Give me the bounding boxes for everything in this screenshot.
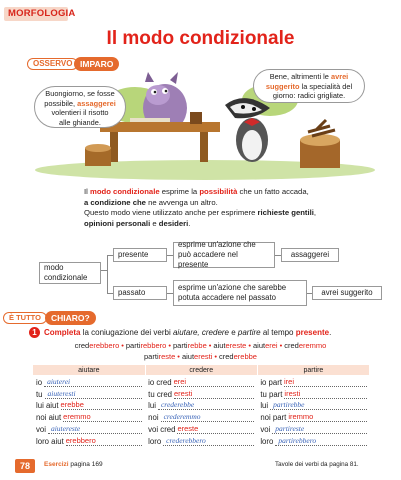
bubble-text: Bene, altrimenti le [269, 72, 331, 81]
word-separator: • [214, 352, 218, 361]
word-bank-line-2 [0, 352, 401, 361]
verb-ending: erebbero [65, 435, 96, 445]
answer-blank[interactable]: aiutereste [48, 424, 142, 434]
exercises-reference: Esercizi pagina 169 [44, 461, 103, 468]
table-cell [145, 387, 257, 399]
pronoun-stem: io cred [148, 377, 172, 387]
answer-blank[interactable] [284, 377, 367, 387]
answer-blank[interactable]: aiuterei [44, 377, 142, 387]
word-stem: cred [219, 352, 234, 361]
pronoun-stem: tu cred [148, 389, 172, 399]
word-ending: rebbe [187, 341, 207, 350]
highlighted-verb: assaggerei [77, 98, 116, 108]
word-separator: • [248, 341, 251, 350]
pronoun-stem: voi [260, 424, 271, 434]
exercise-number: 1 [29, 327, 40, 338]
pronoun-stem: voi [36, 424, 46, 434]
pronoun-stem: lui [148, 401, 156, 411]
word-stem: parti [125, 341, 141, 350]
answer-blank[interactable]: aiuteresti [45, 389, 143, 399]
conjugation-table [33, 365, 370, 446]
highlighted-verb: suggerito [265, 81, 300, 91]
table-row [33, 434, 370, 446]
exercise-instruction: Completa la coniugazione dei verbi aiutare, credere e partire al tempo presente. [44, 328, 332, 337]
pronoun-stem: io part [260, 377, 282, 387]
word-ending: ereste [225, 341, 247, 350]
answer-blank[interactable] [177, 424, 254, 434]
pronoun-stem: noi [148, 413, 159, 423]
table-cell [257, 410, 369, 422]
verb-ending: eremmo [63, 412, 91, 422]
table-cell [257, 375, 369, 387]
section-tag-label: MORFOLOGIA [8, 8, 76, 19]
verb-ending: iresti [284, 388, 301, 398]
pronoun-stem: loro [260, 436, 274, 446]
answer-blank[interactable] [284, 389, 366, 399]
table-cell [257, 387, 369, 399]
table-cell [257, 399, 369, 411]
pronoun-stem: loro [148, 436, 162, 446]
answer-blank[interactable]: partirebbe [270, 400, 366, 410]
table-cell [145, 410, 257, 422]
word-separator: • [177, 352, 180, 361]
table-row [33, 387, 370, 399]
table-row [33, 422, 370, 434]
word-ending: eremmo [298, 341, 327, 350]
table-cell [33, 399, 145, 411]
verb-ending: ereste [177, 423, 199, 433]
word-stem: parti [144, 352, 159, 361]
diagram-past-desc: esprime un'azione che sarebbe potuta accadere nel passato [173, 280, 307, 306]
pronoun-stem: noi part [260, 413, 287, 423]
table-cell [257, 422, 369, 434]
word-ending: erebbero [89, 341, 120, 350]
verb-tables-note: Tavole dei verbi da pagina 81. [275, 461, 359, 468]
column-header: credere [145, 365, 257, 375]
section-tag [4, 7, 76, 21]
diagram-past-label: passato [113, 286, 167, 300]
word-ending: eresti [194, 352, 213, 361]
word-ending: rebbero [140, 341, 167, 350]
tag-osservo: OSSERVO [27, 58, 78, 70]
table-cell [33, 434, 145, 446]
word-stem: aiut [181, 352, 195, 361]
answer-blank[interactable]: crederebbe [158, 400, 254, 410]
bubble-text: giorno: radici grigliate. [272, 91, 346, 101]
pronoun-stem: lui [260, 401, 269, 411]
table-cell [257, 434, 369, 446]
word-ending: erebbe [233, 352, 257, 361]
answer-blank[interactable]: partirebbero [275, 436, 366, 446]
bubble-text: volentieri il risotto [51, 108, 109, 118]
pronoun-stem: tu part [260, 389, 283, 399]
speech-bubble-right [253, 69, 365, 103]
verb-ending: erei [173, 376, 187, 386]
word-stem: aiut [253, 341, 266, 350]
diagram-present-example: assaggerei [281, 248, 339, 262]
tag-e-tutto: È TUTTO [3, 312, 47, 324]
word-ending: erei [265, 341, 278, 350]
table-cell [33, 422, 145, 434]
table-cell [33, 410, 145, 422]
word-separator: • [279, 341, 283, 350]
answer-blank[interactable]: crederemmo [161, 412, 255, 422]
diagram-past-example: avrei suggerito [312, 286, 382, 300]
tag-chiaro: CHIARO? [45, 311, 96, 325]
pronoun-stem: tu [36, 389, 43, 399]
table-cell [145, 399, 257, 411]
column-header: partire [257, 365, 369, 375]
word-separator: • [168, 341, 171, 350]
bubble-text: alle ghiande. [59, 117, 101, 127]
answer-blank[interactable] [174, 377, 255, 387]
answer-blank[interactable] [63, 412, 142, 422]
table-row [33, 375, 370, 387]
answer-blank[interactable]: crederebbero [163, 436, 254, 446]
tag-imparo: IMPARO [74, 57, 119, 71]
word-stem: cred [74, 341, 90, 350]
pronoun-stem: noi aiut [36, 413, 62, 423]
answer-blank[interactable]: partireste [272, 424, 366, 434]
page-title: Il modo condizionale [106, 28, 295, 49]
word-stem: parti [172, 341, 188, 350]
word-stem: cred [284, 341, 299, 350]
pronoun-stem: loro aiut [36, 436, 64, 446]
pronoun-stem: io [36, 377, 43, 387]
bubble-text: possibile, [44, 98, 78, 108]
column-header: aiutare [33, 365, 145, 375]
verb-ending: iremmo [288, 412, 314, 422]
answer-blank[interactable] [61, 400, 143, 410]
word-stem: aiut [213, 341, 226, 350]
verb-ending: irei [283, 376, 294, 386]
diagram-root: modo condizionale [39, 262, 101, 284]
word-ending: reste [158, 352, 176, 361]
table-cell [145, 422, 257, 434]
speech-bubble-left [34, 86, 126, 128]
bubble-text: la specialità del [299, 81, 353, 91]
table-cell [33, 375, 145, 387]
verb-ending: eresti [174, 388, 193, 398]
highlighted-verb: avrei [330, 72, 349, 81]
table-row [33, 410, 370, 422]
word-bank-line-1 [0, 341, 401, 350]
table-cell [145, 434, 257, 446]
diagram-present-label: presente [113, 248, 167, 262]
table-row [33, 399, 370, 411]
page-number: 78 [15, 459, 35, 473]
answer-blank[interactable] [66, 436, 142, 446]
verb-ending: erebbe [60, 400, 84, 410]
diagram-present-desc: esprime un'azione che può accadere nel presente [173, 242, 275, 268]
table-cell [33, 387, 145, 399]
pronoun-stem: lui aiut [36, 401, 59, 411]
answer-blank[interactable] [288, 412, 366, 422]
answer-blank[interactable] [174, 389, 254, 399]
bubble-text: Buongiorno, se fosse [45, 89, 115, 98]
definition-text: Il modo condizionale esprime la possibilità che un fatto accada, a condizione che ne avvenga un altro. Questo modo viene utilizzato anche per esprimere richieste gentili, opinioni personali e desideri. [84, 187, 317, 228]
table-cell [145, 375, 257, 387]
word-separator: • [208, 341, 212, 350]
pronoun-stem: voi cred [148, 424, 176, 434]
word-separator: • [121, 341, 124, 350]
